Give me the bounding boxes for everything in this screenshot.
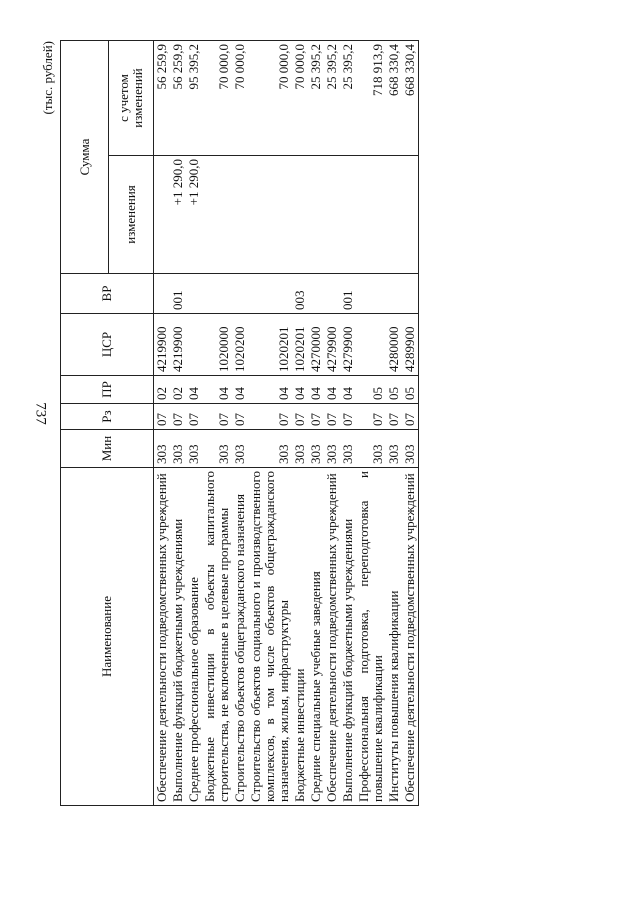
cell-min: 303 [356,430,386,468]
cell-rz: 07 [186,404,202,430]
cell-name: Бюджетные инвестиции в объекты капитального строительства, не включенные в целевые программы [202,468,232,806]
cell-with-changes: 25 395,2 [324,41,340,156]
cell-changes [292,156,308,274]
cell-with-changes: 668 330,4 [386,41,402,156]
cell-min: 303 [308,430,324,468]
cell-pr: 04 [248,376,292,404]
cell-name: Выполнение функций бюджетными учреждениями [340,468,356,806]
cell-min: 303 [386,430,402,468]
cell-vr [248,274,292,314]
cell-changes [248,156,292,274]
cell-min: 303 [292,430,308,468]
cell-csr: 4219900 [170,314,186,376]
cell-min: 303 [324,430,340,468]
cell-vr [154,274,171,314]
cell-pr: 04 [308,376,324,404]
header-rz: Рз [61,404,154,430]
table-row [248,41,292,806]
cell-pr: 05 [356,376,386,404]
cell-name: Среднее профессиональное образование [186,468,202,806]
cell-min: 303 [232,430,248,468]
header-name: Наименование [61,468,154,806]
cell-pr: 04 [186,376,202,404]
cell-min: 303 [170,430,186,468]
table-row [324,41,340,806]
cell-min: 303 [186,430,202,468]
cell-vr: 001 [170,274,186,314]
cell-with-changes: 25 395,2 [340,41,356,156]
cell-name: Обеспечение деятельности подведомственных учреждений [154,468,171,806]
cell-with-changes: 70 000,0 [202,41,232,156]
header-csr: ЦСР [61,314,154,376]
cell-rz: 07 [340,404,356,430]
cell-pr: 04 [292,376,308,404]
cell-name: Выполнение функций бюджетными учреждениями [170,468,186,806]
header-min: Мин [61,430,154,468]
cell-with-changes: 56 259,9 [170,41,186,156]
cell-rz: 07 [356,404,386,430]
cell-name: Строительство объектов общегражданского назначения [232,468,248,806]
cell-changes [232,156,248,274]
cell-pr: 05 [386,376,402,404]
cell-rz: 07 [386,404,402,430]
cell-rz: 07 [170,404,186,430]
cell-rz: 07 [154,404,171,430]
cell-with-changes: 668 330,4 [402,41,419,156]
cell-name: Бюджетные инвестиции [292,468,308,806]
cell-pr: 04 [232,376,248,404]
cell-changes [202,156,232,274]
cell-csr: 4280000 [386,314,402,376]
header-changes: изменения [109,156,154,274]
cell-rz: 07 [402,404,419,430]
cell-min: 303 [202,430,232,468]
cell-vr [308,274,324,314]
cell-vr [386,274,402,314]
cell-with-changes: 56 259,9 [154,41,171,156]
cell-changes [386,156,402,274]
cell-vr: 001 [340,274,356,314]
cell-csr: 1020000 [202,314,232,376]
table-body [154,41,419,806]
cell-pr: 02 [154,376,171,404]
cell-changes: +1 290,0 [186,156,202,274]
table-row [402,41,419,806]
header-with-changes: с учетом изменений [109,41,154,156]
table-row [154,41,171,806]
page-number: 737 [32,402,49,425]
cell-min: 303 [340,430,356,468]
cell-min: 303 [402,430,419,468]
table-row [292,41,308,806]
cell-csr: 1020200 [232,314,248,376]
header-vr: ВР [61,274,154,314]
cell-min: 303 [154,430,171,468]
cell-vr [356,274,386,314]
cell-name: Институты повышения квалификации [386,468,402,806]
cell-with-changes: 25 395,2 [308,41,324,156]
cell-rz: 07 [292,404,308,430]
cell-csr: 4219900 [154,314,171,376]
cell-csr: 4289900 [402,314,419,376]
cell-with-changes: 718 913,9 [356,41,386,156]
cell-csr [186,314,202,376]
header-sum: Сумма [61,41,109,274]
table-row [386,41,402,806]
cell-vr [186,274,202,314]
cell-vr [202,274,232,314]
cell-csr: 4270000 [308,314,324,376]
cell-rz: 07 [308,404,324,430]
cell-vr [402,274,419,314]
cell-pr: 04 [324,376,340,404]
cell-changes [324,156,340,274]
cell-name: Строительство объектов социального и производственного комплексов, в том числе объектов общегражданского назначения, жилья, инфраструктуры [248,468,292,806]
cell-rz: 07 [202,404,232,430]
cell-name: Средние специальные учебные заведения [308,468,324,806]
cell-changes: +1 290,0 [170,156,186,274]
cell-pr: 04 [340,376,356,404]
cell-changes [340,156,356,274]
table-row [170,41,186,806]
cell-rz: 07 [232,404,248,430]
cell-vr [324,274,340,314]
table-row [186,41,202,806]
table-row [202,41,232,806]
table-row [232,41,248,806]
cell-changes [356,156,386,274]
table-row [356,41,386,806]
cell-changes [154,156,171,274]
cell-rz: 07 [324,404,340,430]
cell-with-changes: 70 000,0 [232,41,248,156]
cell-csr: 4279900 [340,314,356,376]
cell-csr [356,314,386,376]
cell-csr: 1020201 [248,314,292,376]
cell-with-changes: 70 000,0 [248,41,292,156]
cell-name: Профессиональная подготовка, переподготовка и повышение квалификации [356,468,386,806]
cell-changes [308,156,324,274]
cell-vr [232,274,248,314]
cell-pr: 05 [402,376,419,404]
table-row [340,41,356,806]
cell-rz: 07 [248,404,292,430]
cell-pr: 02 [170,376,186,404]
cell-changes [402,156,419,274]
cell-name: Обеспечение деятельности подведомственных учреждений [324,468,340,806]
cell-csr: 1020201 [292,314,308,376]
header-pr: ПР [61,376,154,404]
cell-with-changes: 70 000,0 [292,41,308,156]
units-label: (тыс. рублей) [40,41,55,115]
cell-min: 303 [248,430,292,468]
cell-with-changes: 95 395,2 [186,41,202,156]
budget-table [60,40,419,806]
cell-name: Обеспечение деятельности подведомственных учреждений [402,468,419,806]
cell-pr: 04 [202,376,232,404]
table-row [308,41,324,806]
cell-vr: 003 [292,274,308,314]
cell-csr: 4279900 [324,314,340,376]
